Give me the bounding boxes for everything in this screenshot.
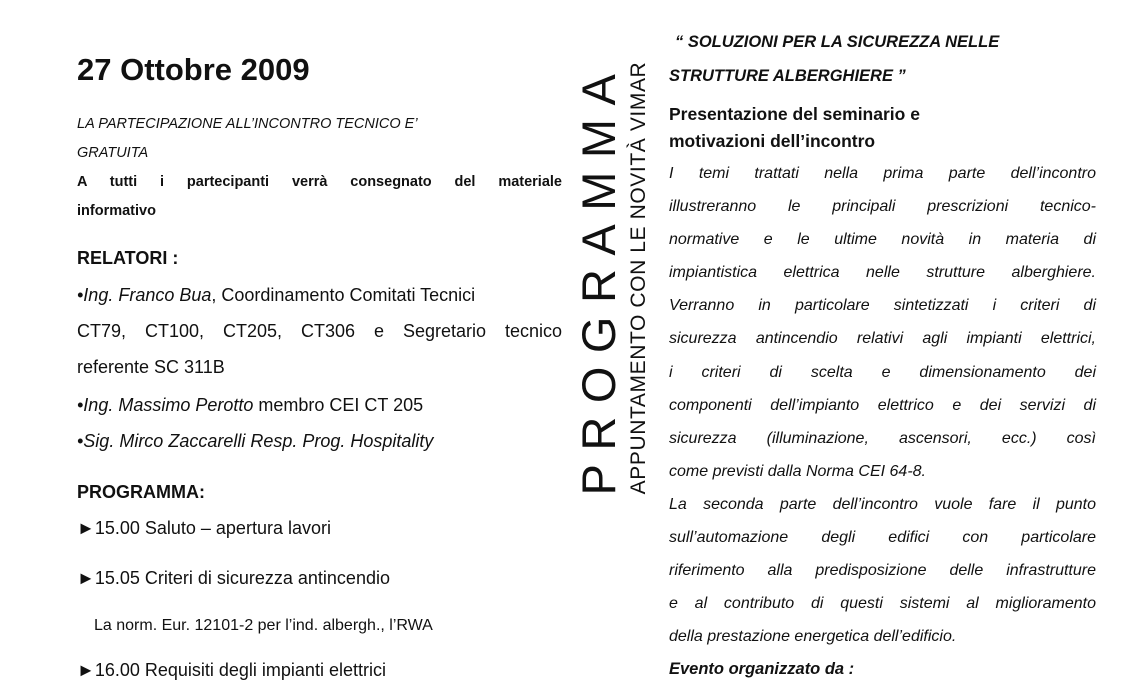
paragraph-line: impiantistica elettrica nelle strutture alberghiere.	[669, 264, 1096, 281]
seminar-title-line-1: “ SOLUZIONI PER LA SICUREZZA NELLE	[675, 33, 1000, 51]
program-heading: PROGRAMMA:	[77, 482, 205, 502]
paragraph-line: normative e le ultime novità in materia di	[669, 231, 1096, 248]
paragraph-line: della prestazione energetica dell’edificio.	[669, 628, 957, 645]
paragraph-line: componenti dell’impianto elettrico e dei servizi di	[669, 397, 1096, 414]
speaker-2-name: •Ing. Massimo Perotto	[77, 395, 254, 415]
speaker-1-name: •Ing. Franco Bua	[77, 285, 212, 305]
speakers-heading: RELATORI :	[77, 248, 179, 268]
speaker-1	[77, 285, 475, 306]
paragraph-line: I temi trattati nella prima parte dell’incontro	[669, 165, 1096, 182]
speaker-1-role: , Coordinamento Comitati Tecnici	[211, 285, 476, 305]
paragraph-line: Verranno in particolare sintetizzati i criteri di	[669, 297, 1096, 314]
subtitle-line-2: motivazioni dell’incontro	[669, 131, 876, 151]
paragraph-line: i criteri di scelta e dimensionamento dei	[669, 364, 1096, 381]
program-item: ►15.00 Saluto – apertura lavori	[77, 518, 331, 538]
vertical-programma-title: PROGRAMMA	[572, 60, 625, 496]
speaker-3: •Sig. Mirco Zaccarelli Resp. Prog. Hospitality	[77, 431, 434, 451]
participation-line-2: GRATUITA	[77, 145, 149, 161]
speaker-2-role: membro CEI CT 205	[253, 395, 424, 415]
paragraph-line: sicurezza (illuminazione, ascensori, ecc.) così	[669, 430, 1096, 447]
paragraph-line: sicurezza antincendio relativi agli impianti elettrici,	[669, 330, 1096, 347]
paragraph-line: come previsti dalla Norma CEI 64-8.	[669, 463, 926, 480]
program-item: ►15.05 Criteri di sicurezza antincendio	[77, 568, 390, 588]
program-subitem: La norm. Eur. 12101-2 per l’ind. albergh., l’RWA	[94, 617, 433, 634]
vertical-banner	[568, 18, 668, 538]
program-item: ►16.00 Requisiti degli impianti elettrici	[77, 660, 386, 680]
event-date: 27 Ottobre 2009	[77, 52, 310, 87]
participation-line-1: LA PARTECIPAZIONE ALL’INCONTRO TECNICO E’	[77, 116, 418, 132]
paragraph-line: illustreranno le principali prescrizioni tecnico-	[669, 198, 1096, 215]
material-line-1: A tutti i partecipanti verrà consegnato del materiale	[77, 174, 562, 190]
speaker-2	[77, 395, 423, 416]
organizer-label: Evento organizzato da :	[669, 660, 855, 678]
paragraph-line: La seconda parte dell’incontro vuole fare il punto	[669, 496, 1096, 513]
subtitle-line-1: Presentazione del seminario e	[669, 104, 920, 124]
paragraph-line: e al contributo di questi sistemi al miglioramento	[669, 595, 1096, 612]
paragraph-line: riferimento alla predisposizione delle infrastrutture	[669, 562, 1096, 579]
seminar-title-line-2: STRUTTURE ALBERGHIERE ”	[669, 67, 906, 85]
speaker-1-role-end: referente SC 311B	[77, 357, 225, 377]
speaker-1-role-cont: CT79, CT100, CT205, CT306 e Segretario tecnico	[77, 321, 562, 341]
paragraph-line: sull’automazione degli edifici con particolare	[669, 529, 1096, 546]
material-line-2: informativo	[77, 203, 156, 219]
vertical-vimar-subtitle: APPUNTAMENTO CON LE NOVITÀ VIMAR	[627, 61, 650, 495]
